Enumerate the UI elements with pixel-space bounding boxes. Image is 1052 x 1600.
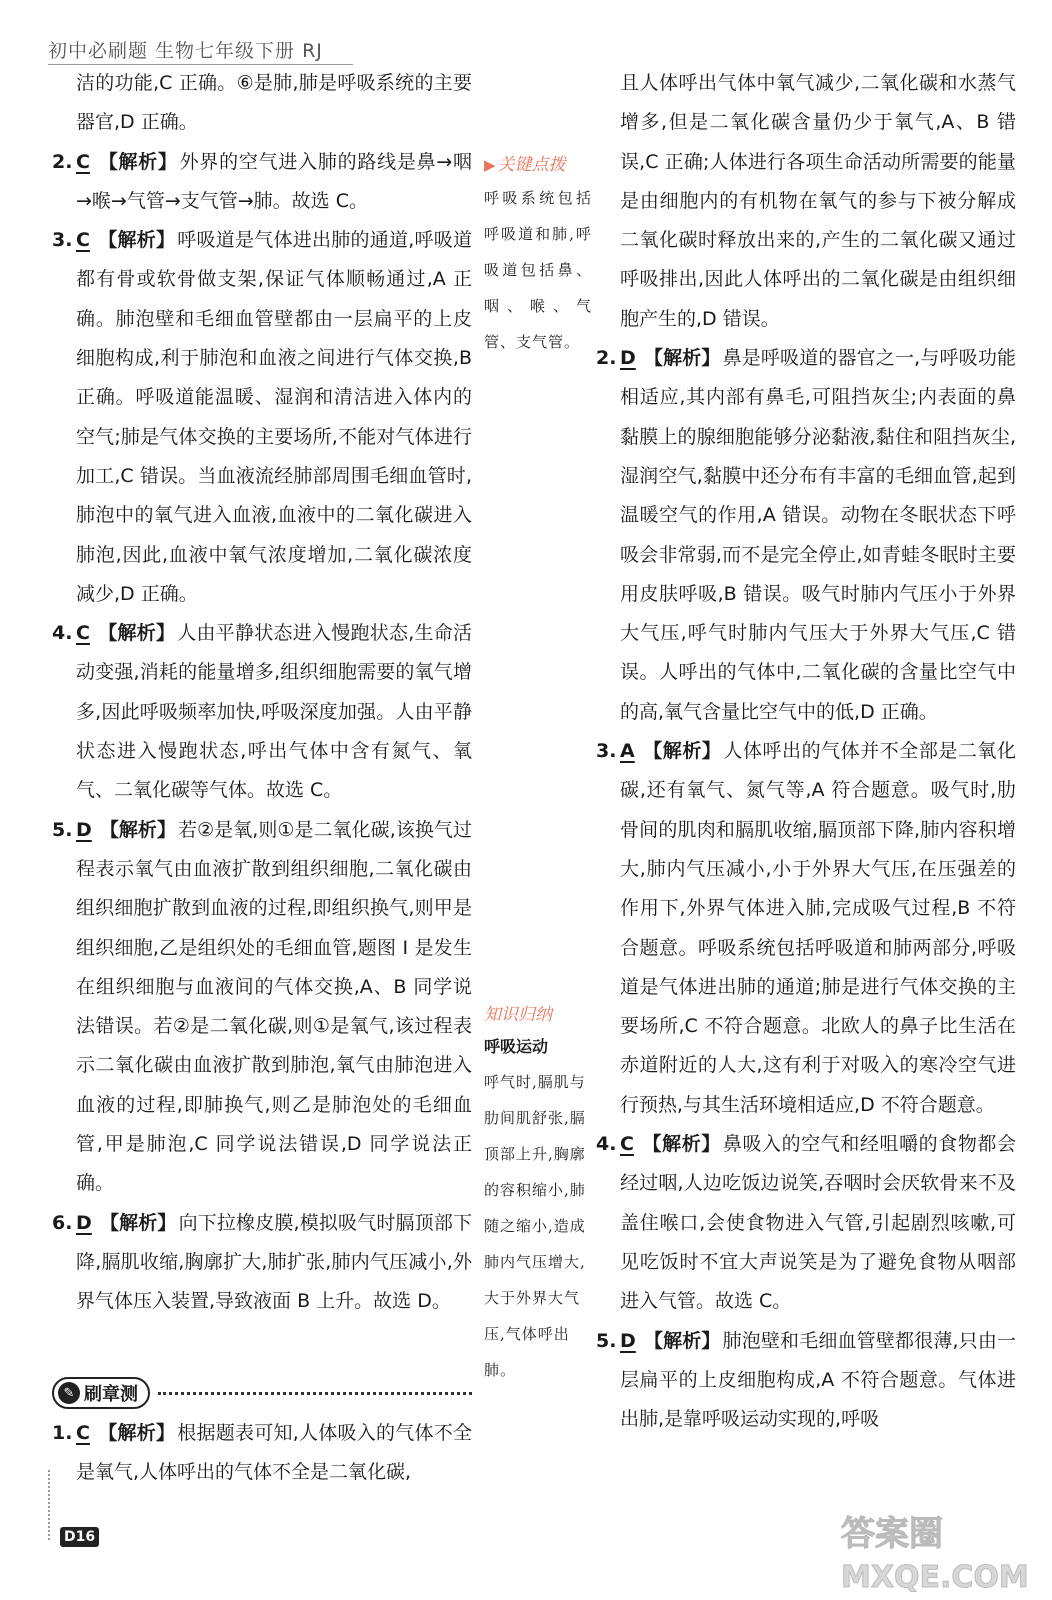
analysis-label: 【解析】 <box>99 818 177 841</box>
answer-item <box>596 732 1016 1125</box>
answer-letter: C <box>76 622 90 645</box>
watermark-logo <box>835 1505 1040 1595</box>
note-title: 知识归纳 <box>484 1005 552 1025</box>
side-note-summary <box>484 1000 592 1388</box>
chapter-label: 刷章测 <box>84 1384 138 1405</box>
answer-letter: C <box>76 150 90 173</box>
note-text: 呼吸系统包括呼吸道和肺,呼吸道包括鼻、咽、喉、气管、支气管。 <box>484 189 592 351</box>
answer-item <box>52 221 472 614</box>
question-number: 2. <box>596 347 617 370</box>
question-number: 3. <box>596 740 617 763</box>
analysis-label: 【解析】 <box>99 1211 177 1234</box>
answer-letter: C <box>76 229 90 252</box>
svg-text:答案圈: 答案圈 <box>841 1514 943 1554</box>
answer-letter: D <box>620 1329 636 1352</box>
note-subtitle: 呼吸运动 <box>484 1037 549 1056</box>
analysis-label: 【解析】 <box>97 1422 176 1444</box>
note-title-text: 关键点拨 <box>497 155 566 175</box>
question-number: 2. <box>52 150 73 173</box>
analysis-label: 【解析】 <box>97 150 178 173</box>
dotted-divider <box>158 1392 472 1395</box>
answer-letter: A <box>620 740 635 763</box>
answer-letter: C <box>620 1133 634 1156</box>
analysis-label: 【解析】 <box>97 622 176 645</box>
answer-letter: D <box>620 347 636 370</box>
left-intro: 洁的功能,C 正确。⑥是肺,肺是呼吸系统的主要器官,D 正确。 <box>76 72 472 134</box>
question-number: 5. <box>596 1329 617 1352</box>
analysis-text: 肺泡壁和毛细血管壁都很薄,只由一层扁平的上皮细胞构成,A 不符合题意。气体进出肺,是靠呼吸运动实现的,呼吸 <box>620 1329 1016 1431</box>
answer-item <box>596 339 1016 732</box>
question-number: 3. <box>52 229 73 252</box>
right-intro: 且人体呼出气体中氧气减少,二氧化碳和水蒸气增多,但是二氧化碳含量仍少于氧气,A、B 错误,C 正确;人体进行各项生命活动所需要的能量是由细胞内的有机物在氧气的参与下被分解成二氧化碳时释放出来的,产生的二氧化碳又通过呼吸排出,因此人体呼出的二氧化碳是由组织细胞产生的,D 错误。 <box>620 72 1016 330</box>
question-number: 4. <box>596 1133 617 1156</box>
chapter-test-heading <box>52 1376 472 1410</box>
answer-letter: D <box>76 818 92 841</box>
answer-item <box>52 1204 472 1322</box>
chapter-answer-list <box>52 1414 472 1493</box>
answer-item <box>52 614 472 810</box>
svg-text:MXQE.COM: MXQE.COM <box>841 1560 1029 1595</box>
answer-item <box>52 1414 472 1493</box>
chapter-badge <box>52 1377 150 1409</box>
margin-dots <box>48 1470 50 1540</box>
side-note-key-points <box>484 150 592 360</box>
header-text: 初中必刷题 生物七年级下册 RJ <box>48 40 323 62</box>
analysis-text: 向下拉橡皮膜,模拟吸气时膈顶部下降,膈肌收缩,胸廓扩大,肺扩张,肺内气压减小,外界气体压入装置,导致液面 B 上升。故选 D。 <box>76 1211 472 1313</box>
right-answer-list <box>596 339 1016 1439</box>
analysis-text: 人体呼出的气体并不全部是二氧化碳,还有氧气、氮气等,A 符合题意。吸气时,肋骨间的肌肉和膈肌收缩,膈顶部下降,肺内容积增大,肺内气压减小,小于外界大气压,在压强差的作用下,外界气体进入肺,完成吸气过程,B 不符合题意。呼吸系统包括呼吸道和肺两部分,呼吸道是气体进出肺的通道;肺是进行气体交换的主要场所,C 不符合题意。北欧人的鼻子比生活在赤道附近的人大,这有利于对吸入的寒冷空气进行预热,与其生活环境相适应,D 不符合题意。 <box>620 740 1016 1116</box>
analysis-label: 【解析】 <box>97 229 176 252</box>
answer-item <box>52 143 472 222</box>
chapter-items <box>52 1414 472 1493</box>
answer-item <box>596 1125 1016 1321</box>
note-text: 呼气时,膈肌与肋间肌舒张,膈顶部上升,胸廓的容积缩小,肺随之缩小,造成肺内气压增大,大于外界大气压,气体呼出肺。 <box>484 1073 586 1379</box>
analysis-text: 鼻吸入的空气和经咀嚼的食物都会经过咽,人边吃饭边说笑,吞咽时会厌软骨来不及盖住喉口,会使食物进入气管,引起剧烈咳嗽,可见吃饭时不宜大声说笑是为了避免食物从咽部进入气管。故选 C。 <box>620 1133 1016 1313</box>
analysis-text: 呼吸道是气体进出肺的通道,呼吸道都有骨或软骨做支架,保证气体顺畅通过,A 正确。肺泡壁和毛细血管壁都由一层扁平的上皮细胞构成,利于肺泡和血液之间进行气体交换,B 正确。呼吸道能温暖、湿润和清洁进入体内的空气;肺是气体交换的主要场所,不能对气体进行加工,C 错误。当血液流经肺部周围毛细血管时,肺泡中的氧气进入血液,血液中的二氧化碳进入肺泡,因此,血液中氧气浓度增加,二氧化碳浓度减少,D 正确。 <box>76 229 472 605</box>
analysis-text: 人由平静状态进入慢跑状态,生命活动变强,消耗的能量增多,组织细胞需要的氧气增多,因此呼吸频率加快,呼吸深度加强。人由平静状态进入慢跑状态,呼出气体中含有氮气、氧气、二氧化碳等气体。故选 C。 <box>76 622 472 802</box>
analysis-text: 鼻是呼吸道的器官之一,与呼吸功能相适应,其内部有鼻毛,可阻挡灰尘;内表面的鼻黏膜上的腺细胞能够分泌黏液,黏住和阻挡灰尘,湿润空气,黏膜中还分布有丰富的毛细血管,起到温暖空气的作用,A 错误。动物在冬眠状态下呼吸会非常弱,而不是完全停止,如青蛙冬眠时主要用皮肤呼吸,B 错误。吸气时肺内气压小于外界大气压,呼气时肺内气压大于外界大气压,C 错误。人呼出的气体中,二氧化碳的含量比空气中的高,氧气含量比空气中的低,D 正确。 <box>620 347 1016 723</box>
answer-letter: D <box>76 1211 92 1234</box>
running-header <box>48 36 408 63</box>
question-number: 1. <box>52 1422 73 1444</box>
page-number: D16 <box>60 1527 99 1547</box>
pen-icon: ✎ <box>58 1382 80 1404</box>
analysis-text: 若②是氧,则①是二氧化碳,该换气过程表示氧气由血液扩散到组织细胞,二氧化碳由组织细胞扩散到血液的过程,即组织换气,则甲是组织细胞,乙是组织处的毛细血管,题图 Ⅰ 是发生在组织细胞与血液间的气体交换,A、B 同学说法错误。若②是二氧化碳,则①是氧气,该过程表示二氧化碳由血液扩散到肺泡,氧气由肺泡进入血液的过程,即肺换气,则乙是肺泡处的毛细血管,甲是肺泡,C 同学说法错误,D 同学说法正确。 <box>76 818 472 1195</box>
analysis-label: 【解析】 <box>641 1133 721 1156</box>
analysis-text: 根据题表可知,人体吸入的气体不全是氧气,人体呼出的气体不全是二氧化碳, <box>76 1422 472 1484</box>
arrow-icon: ▶ <box>484 156 496 174</box>
analysis-label: 【解析】 <box>643 347 721 370</box>
right-column <box>596 64 1016 1439</box>
question-number: 4. <box>52 622 73 645</box>
analysis-label: 【解析】 <box>642 740 722 763</box>
answer-item <box>596 1322 1016 1440</box>
answer-item <box>52 811 472 1204</box>
analysis-label: 【解析】 <box>643 1329 721 1352</box>
left-column <box>52 64 472 1322</box>
answer-letter: C <box>76 1422 90 1444</box>
question-number: 5. <box>52 818 73 841</box>
note-title <box>484 150 592 180</box>
left-answer-list <box>52 143 472 1322</box>
analysis-text: 外界的空气进入肺的路线是鼻→咽→喉→气管→支气管→肺。故选 C。 <box>76 150 472 212</box>
question-number: 6. <box>52 1211 73 1234</box>
